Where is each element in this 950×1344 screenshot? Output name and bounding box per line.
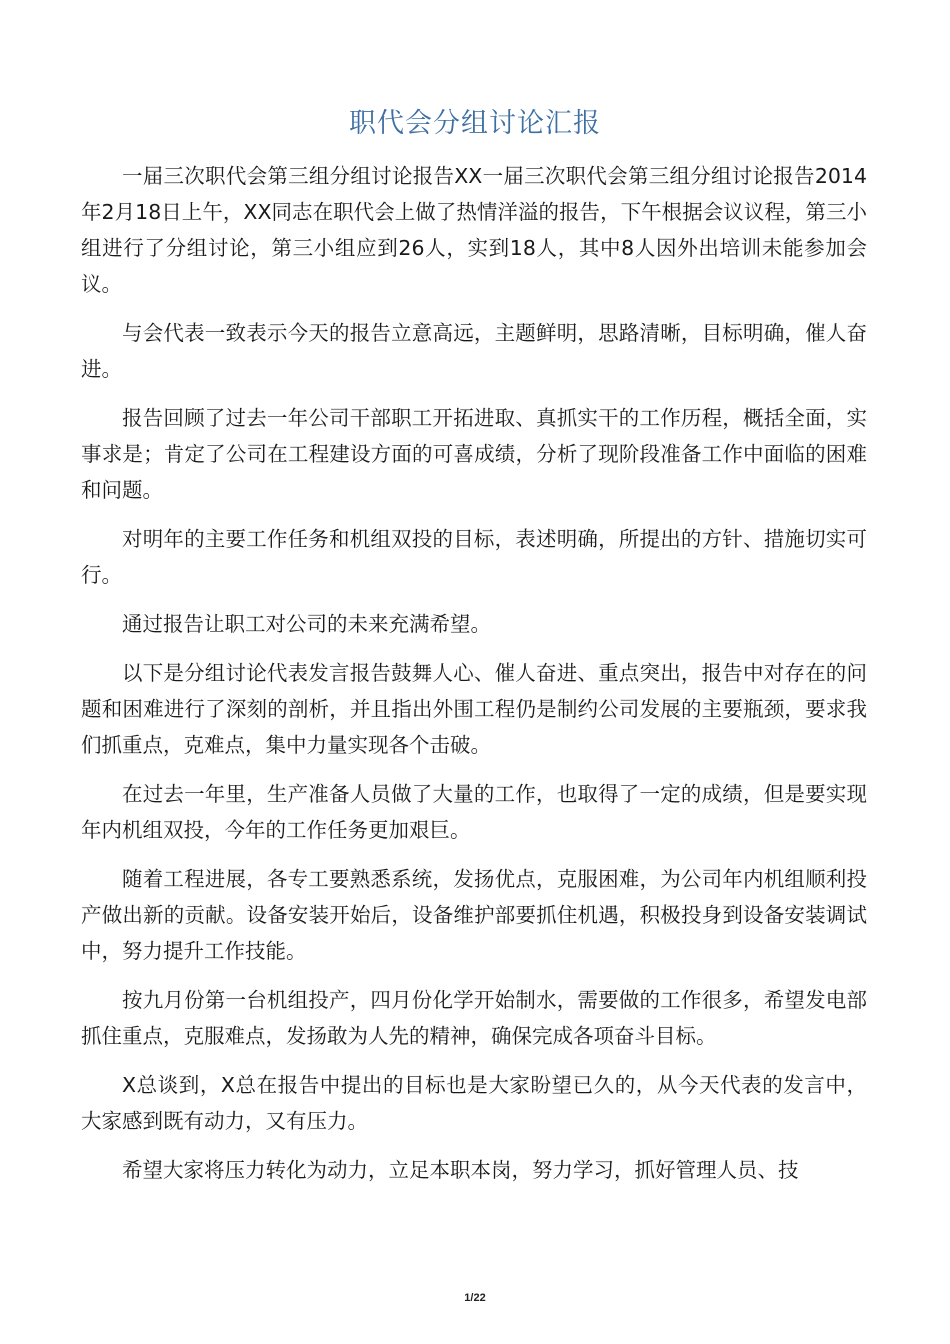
paragraph: 随着工程进展，各专工要熟悉系统，发扬优点，克服困难，为公司年内机组顺利投产做出新的贡献。设备安装开始后，设备维护部要抓住机遇，积极投身到设备安装调试中，努力提升工作技能。 <box>81 867 867 963</box>
document-title: 职代会分组讨论汇报 <box>349 108 601 139</box>
paragraph: 与会代表一致表示今天的报告立意高远，主题鲜明，思路清晰，目标明确，催人奋进。 <box>81 321 867 381</box>
paragraph: X总谈到，X总在报告中提出的目标也是大家盼望已久的，从今天代表的发言中，大家感到既有动力，又有压力。 <box>81 1073 867 1133</box>
paragraph: 在过去一年里，生产准备人员做了大量的工作，也取得了一定的成绩，但是要实现年内机组双投，今年的工作任务更加艰巨。 <box>81 782 867 842</box>
paragraph: 通过报告让职工对公司的未来充满希望。 <box>122 612 491 636</box>
document-body <box>81 158 867 1201</box>
paragraph: 按九月份第一台机组投产，四月份化学开始制水，需要做的工作很多，希望发电部抓住重点，克服难点，发扬敢为人先的精神，确保完成各项奋斗目标。 <box>81 988 867 1048</box>
page-number: 1/22 <box>464 1292 486 1304</box>
paragraph: 报告回顾了过去一年公司干部职工开拓进取、真抓实干的工作历程，概括全面，实事求是；肯定了公司在工程建设方面的可喜成绩，分析了现阶段准备工作中面临的困难和问题。 <box>81 406 867 502</box>
paragraph: 对明年的主要工作任务和机组双投的目标，表述明确，所提出的方针、措施切实可行。 <box>81 527 867 587</box>
paragraph: 一届三次职代会第三组分组讨论报告XX一届三次职代会第三组分组讨论报告2014年2月18日上午，XX同志在职代会上做了热情洋溢的报告，下午根据会议议程，第三小组进行了分组讨论，第三小组应到26人，实到18人，其中8人因外出培训未能参加会议。 <box>81 164 867 296</box>
paragraph: 希望大家将压力转化为动力，立足本职本岗，努力学习，抓好管理人员、技 <box>122 1158 799 1182</box>
paragraph: 以下是分组讨论代表发言报告鼓舞人心、催人奋进、重点突出，报告中对存在的问题和困难进行了深刻的剖析，并且指出外围工程仍是制约公司发展的主要瓶颈，要求我们抓重点，克难点，集中力量实现各个击破。 <box>81 661 867 757</box>
